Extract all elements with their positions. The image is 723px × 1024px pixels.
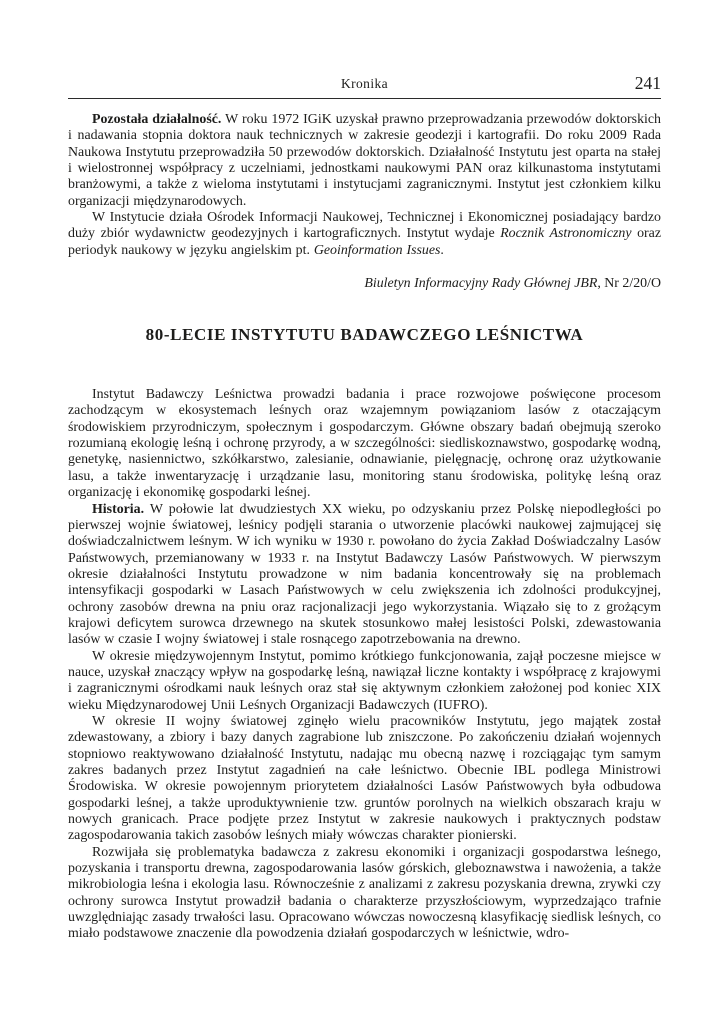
- running-header-title: Kronika: [340, 76, 389, 91]
- article-paragraph-2: [68, 502, 661, 649]
- text-run: Instytut Badawczy Leśnictwa prowadzi badania i prace rozwojowe poświęcone procesom zachodzącym w ekosystemach leśnych oraz wzajemnym powiązaniom lasów z otaczającym środowiskiem przyrodniczym, społecznym i gospodarczym. Główne obszary badań obejmują szeroko rozumianą ekologię leśną i ochronę przyrody, a w szczególności: siedliskoznawstwo, gospodarkę wodną, genetykę, nasiennictwo, szkółkarstwo, zalesianie, odnawianie, pielęgnację, ochronę oraz użytkowanie lasu, a także inwentaryzację i urządzanie lasu, monitoring stanu środowiska, politykę leśną oraz organizację i ekonomikę gospodarki leśnej.: [68, 387, 661, 501]
- running-header: [68, 72, 661, 94]
- text-run: Biuletyn Informacyjny Rady Głównej JBR: [364, 276, 598, 292]
- text-run: W roku 1972 IGiK uzyskał prawno przeprowadzania przewodów doktorskich i nadawania stopnia doktora nauk technicznych w zakresie geodezji i kartografii. Do roku 2009 Rada Naukowa Instytutu przeprowadziła 50 przewodów doktorskich. Działalność Instytutu jest oparta na stałej i wielostronnej współpracy z uczelniami, jednostkami naukowymi PAN oraz kilkunastoma instytutami branżowymi, a także z wieloma instytutami i instytucjami zagranicznymi. Instytut jest członkiem kilku organizacji międzynarodowych.: [68, 112, 661, 209]
- text-run: oraz periodyk naukowy w języku angielskim pt.: [68, 226, 661, 258]
- article-paragraph-5: [68, 845, 661, 943]
- text-run: W okresie II wojny światowej zginęło wielu pracowników Instytutu, jego majątek został zdewastowany, a zbiory i bazy danych zagrabione lub zniszczone. Po zakończeniu działań wojennych stopniowo reaktywowano działalność Instytutu, nadając mu obecną nazwę i rozciągając tym samym zakres badanych przez Instytut zagadnień na całe leśnictwo. Obecnie IBL podlega Ministrowi Środowiska. W okresie powojennym priorytetem działalności Lasów Państwowych była odbudowa gospodarki leśnej, a także uproduktywnienie tzw. gruntów porolnych na wielkich obszarach kraju w nowych granicach. Prace podjęte przez Instytut w zakresie naukowych i praktycznych podstaw zagospodarowania takich zasobów leśnych miały wówczas charakter pionierski.: [68, 713, 661, 844]
- page-number: 241: [634, 73, 661, 93]
- kronika-paragraph-2: [68, 210, 661, 259]
- article-body: [68, 387, 661, 943]
- source-byline: [68, 276, 661, 292]
- text-run: Pozostała działalność.: [92, 112, 222, 127]
- section-title: 80-LECIE INSTYTUTU BADAWCZEGO LEŚNICTWA: [145, 325, 584, 345]
- text-run: W połowie lat dwudziestych XX wieku, po odzyskaniu przez Polskę niepodległości po pierwszej wojnie światowej, leśnicy podjęli starania o utworzenie placówki naukowej zajmującej się doświadczalnictwem leśnym. W ich wyniku w 1930 r. powołano do życia Zakład Doświadczalny Lasów Państwowych, przemianowany w 1933 r. na Instytut Badawczy Lasów Państwowych. W pierwszym okresie działalności Instytutu prowadzone w nim badania koncentrowały się na problemach intensyfikacji gospodarki w Lasach Państwowych w celu zwiększenia ich zdolności produkcyjnej, ochrony zasobów drewna na pniu oraz racjonalizacji jego wykorzystania. Wiązało się to z grożącym krajowi deficytem surowca drzewnego na skutek stosunkowo małej lesistości Polski, zdewastowania lasów w czasie I wojny światowej i stale rosnącego zapotrzebowania na drewno.: [68, 501, 661, 648]
- text-run: W okresie międzywojennym Instytut, pomimo krótkiego funkcjonowania, zajął poczesne miejsce w nauce, uzyskał znaczący wpływ na gospodarkę leśną, nawiązał liczne kontakty i współpracę z krajowymi i zagranicznymi ośrodkami nauk leśnych oraz stał się aktywnym członkiem założonej pod koniec XIX wieku Międzynarodowej Unii Leśnych Organizacji Badawczych (IUFRO).: [68, 648, 661, 713]
- text-run: Rozwijała się problematyka badawcza z zakresu ekonomiki i organizacji gospodarstwa leśnego, pozyskania i transportu drewna, zagospodarowania lasów górskich, gleboznawstwa i nawożenia, a także mikrobiologia leśna i ekologia lasu. Równocześnie z analizami z zakresu pozyskania drewna, zrywki czy ochrony surowca Instytut prowadził badania o charakterze przyszłościowym, wyprzedzająco trafnie uwzględniając zasady trwałości lasu. Opracowano wówczas nowoczesną klasyfikację siedlisk leśnych, co miało podstawowe znaczenie dla powodzenia działań gospodarczych w leśnictwie, wdro-: [68, 844, 661, 942]
- article-paragraph-1: [68, 387, 661, 501]
- text-run: .: [440, 242, 444, 258]
- header-rule: [68, 98, 661, 99]
- article-paragraph-4: [68, 714, 661, 845]
- text-run: Historia.: [92, 501, 145, 517]
- kronika-section: [68, 112, 661, 292]
- text-run: W Instytucie działa Ośrodek Informacji Naukowej, Technicznej i Ekonomicznej posiadający bardzo duży zbiór wydawnictw geodezyjnych i kartograficznych. Instytut wydaje: [68, 210, 661, 242]
- text-run: Rocznik Astronomiczny: [500, 226, 632, 242]
- kronika-paragraph-1: [68, 112, 661, 210]
- text-run: , Nr 2/20/O: [597, 276, 661, 292]
- text-run: Geoinformation Issues: [313, 242, 441, 258]
- article-paragraph-3: [68, 649, 661, 714]
